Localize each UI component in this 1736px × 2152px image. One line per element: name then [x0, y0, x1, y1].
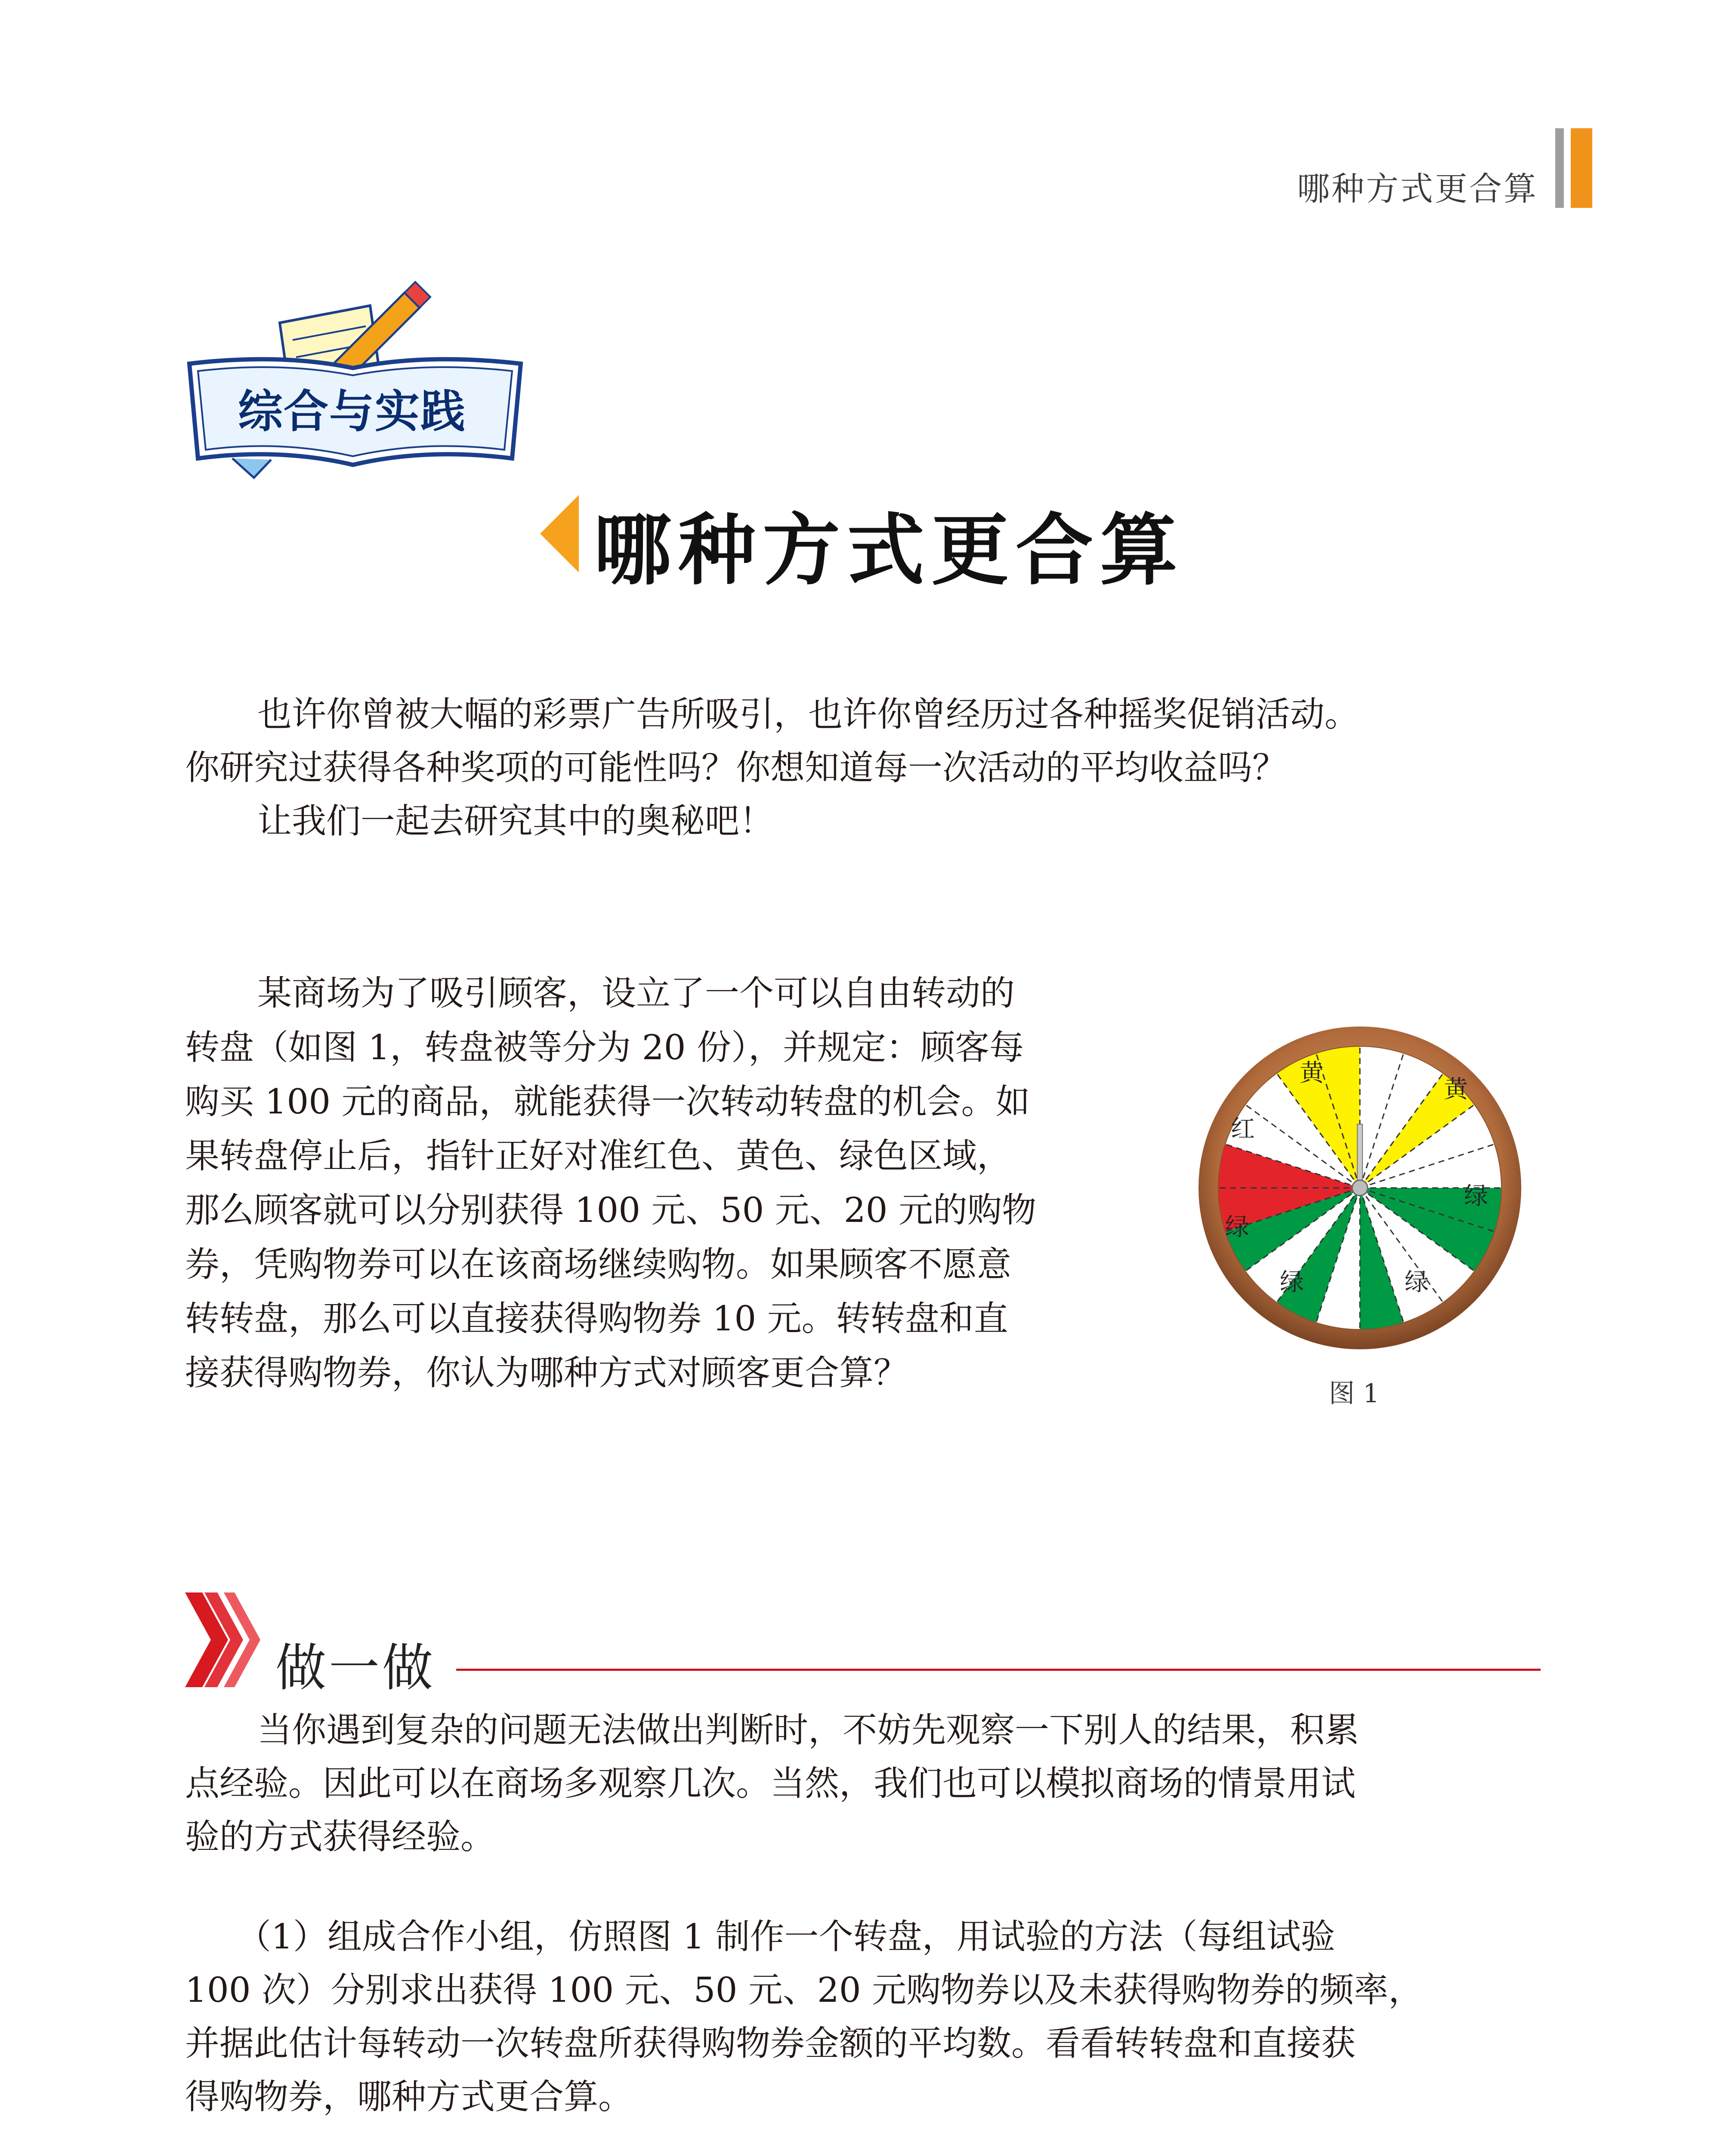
problem-line: 购买 100 元的商品，就能获得一次转动转盘的机会。如	[185, 1082, 1030, 1122]
lesson-title: 哪种方式更合算	[594, 505, 1185, 596]
intro-line: 也许你曾被大幅的彩票广告所吸引，也许你曾经历过各种摇奖促销活动。	[257, 694, 1359, 734]
problem-line: 某商场为了吸引顾客，设立了一个可以自由转动的	[257, 973, 1015, 1013]
section-divider	[456, 1669, 1541, 1671]
problem-line: 券，凭购物券可以在该商场继续购物。如果顾客不愿意	[185, 1244, 1011, 1284]
problem-line: 接获得购物券，你认为哪种方式对顾客更合算？	[185, 1353, 908, 1393]
problem-paragraph	[185, 966, 1036, 1400]
wheel-label-green: 绿	[1464, 1182, 1488, 1210]
problem-line: 转盘（如图 1，转盘被等分为 20 份），并规定：顾客每	[185, 1027, 1024, 1067]
problem-line: 那么顾客就可以分别获得 100 元、50 元、20 元的购物	[185, 1190, 1037, 1230]
intro-line: 让我们一起去研究其中的奥秘吧！	[257, 801, 774, 841]
header-grey-bar	[1555, 128, 1564, 208]
task-1-paragraph	[185, 1910, 1423, 2124]
wheel-label-yellow: 黄	[1444, 1076, 1468, 1104]
section-chevron-icon	[185, 1592, 271, 1687]
spinner-pointer	[1357, 1124, 1362, 1189]
running-header-title: 哪种方式更合算	[1297, 170, 1538, 208]
wheel-label-green: 绿	[1225, 1213, 1249, 1241]
intro-line: 你研究过获得各种奖项的可能性吗？你想知道每一次活动的平均收益吗？	[185, 748, 1287, 788]
header-orange-bar	[1571, 128, 1592, 208]
section-badge-label: 综合与实践	[238, 385, 466, 438]
activity-line: 验的方式获得经验。	[185, 1817, 495, 1857]
wheel-label-red: 红	[1231, 1115, 1255, 1143]
wheel-label-green: 绿	[1405, 1268, 1429, 1296]
title-arrow-icon	[540, 495, 579, 572]
task-1-line: 得购物券，哪种方式更合算。	[185, 2077, 633, 2117]
spinner-wheel	[1196, 1024, 1523, 1351]
figure-caption: 图 1	[1329, 1379, 1380, 1409]
problem-line: 转转盘，那么可以直接获得购物券 10 元。转转盘和直	[185, 1299, 1008, 1339]
spinner-hub	[1352, 1180, 1368, 1196]
task-1-line: （1）组成合作小组，仿照图 1 制作一个转盘，用试验的方法（每组试验	[237, 1917, 1335, 1957]
section-title: 做一做	[275, 1638, 436, 1697]
activity-intro-paragraph	[185, 1704, 1359, 1864]
intro-paragraph	[185, 688, 1359, 848]
activity-line: 点经验。因此可以在商场多观察几次。当然，我们也可以模拟商场的情景用试	[185, 1763, 1356, 1803]
wheel-label-green: 绿	[1280, 1268, 1304, 1296]
activity-line: 当你遇到复杂的问题无法做出判断时，不妨先观察一下别人的结果，积累	[257, 1710, 1359, 1750]
task-1-line: 并据此估计每转动一次转盘所获得购物券金额的平均数。看看转转盘和直接获	[185, 2023, 1356, 2063]
problem-line: 果转盘停止后，指针正好对准红色、黄色、绿色区域，	[185, 1136, 1011, 1176]
wheel-label-yellow: 黄	[1300, 1059, 1324, 1087]
task-1-line: 100 次）分别求出获得 100 元、50 元、20 元购物券以及未获得购物券的频率，	[185, 1970, 1423, 2010]
